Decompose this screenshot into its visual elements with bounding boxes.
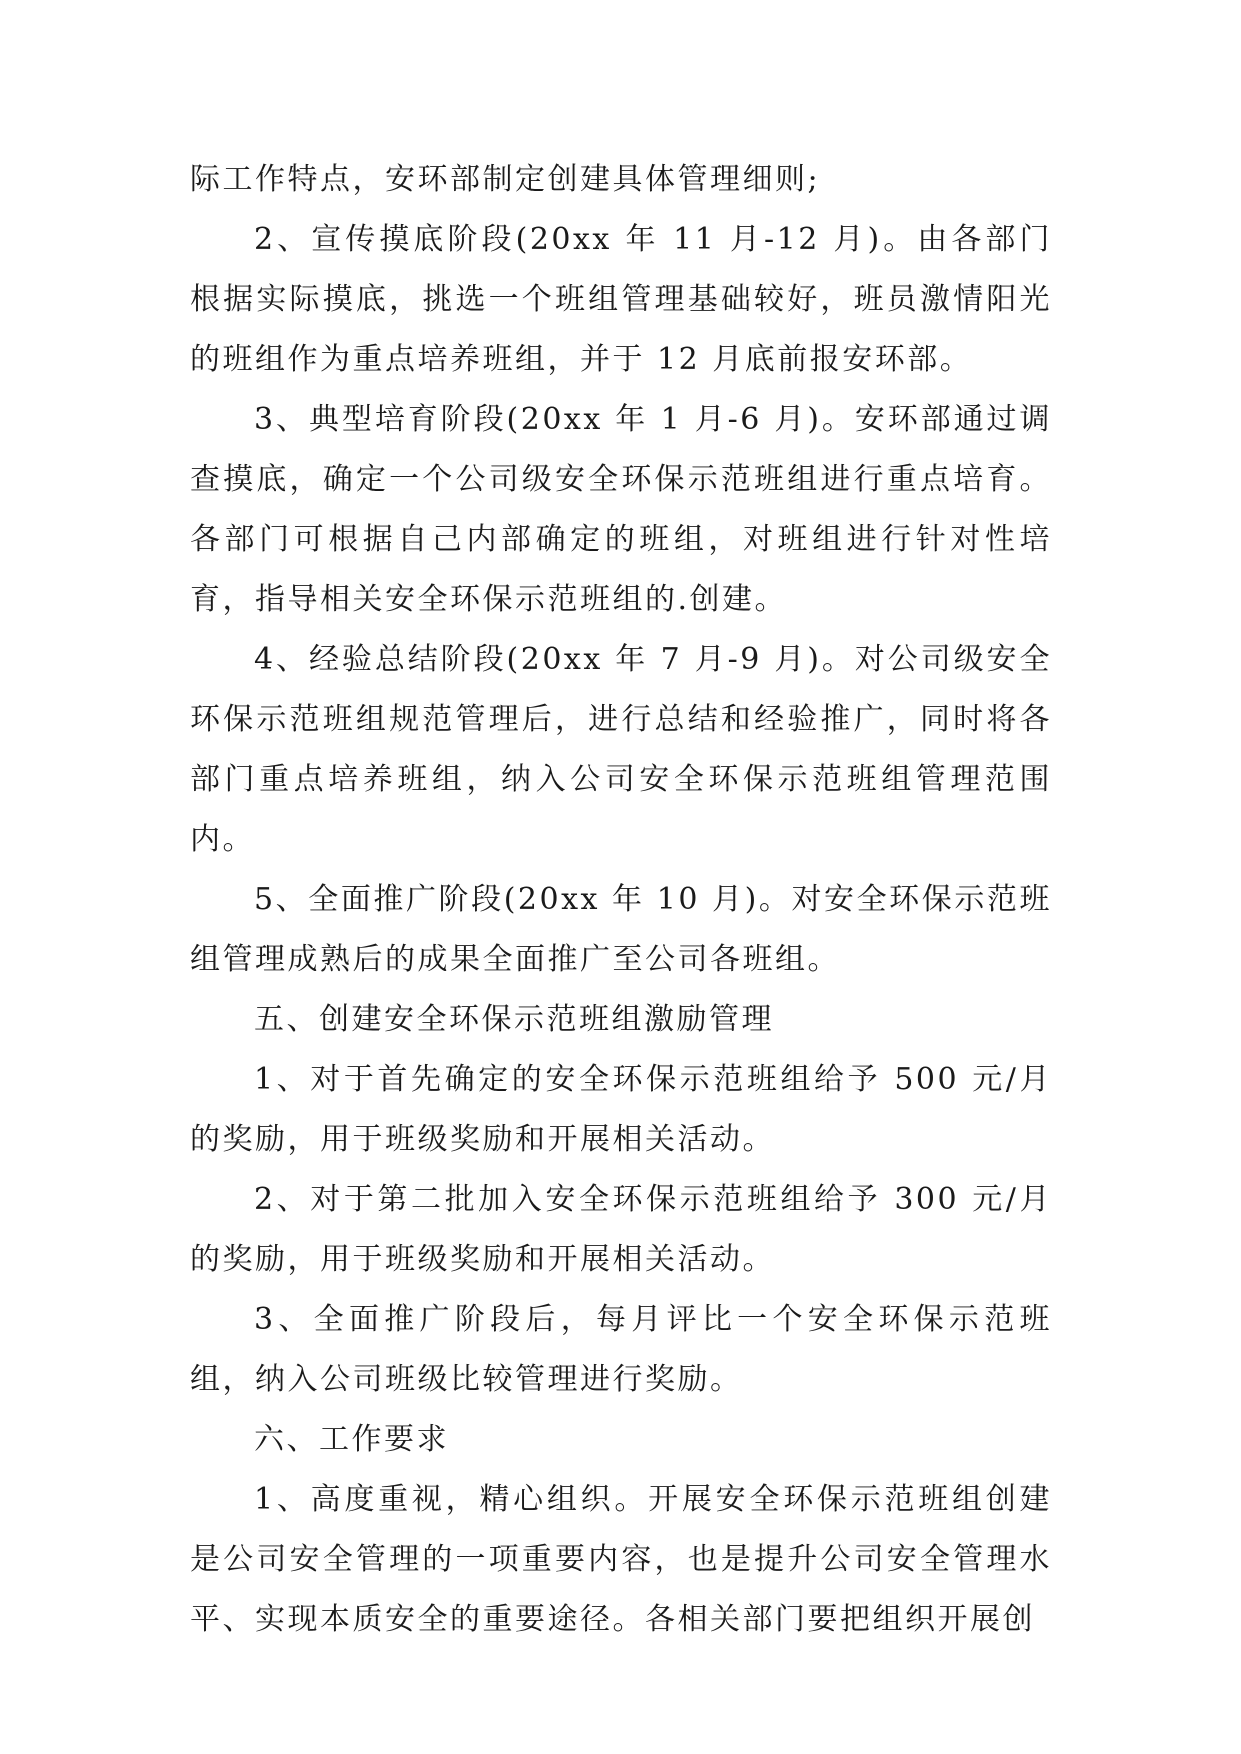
paragraph-incentive-2: 2、对于第二批加入安全环保示范班组给予 300 元/月的奖励，用于班级奖励和开展相关活动。 bbox=[190, 1182, 1052, 1277]
paragraph-stage-3-cultivation: 3、典型培育阶段(20xx 年 1 月-6 月)。安环部通过调查摸底，确定一个公司级安全环保示范班组进行重点培育。各部门可根据自己内部确定的班组，对班组进行针对性培育，指导相关安全环保示范班组的.创建。 bbox=[190, 402, 1052, 617]
paragraph-requirement-1: 1、高度重视，精心组织。开展安全环保示范班组创建是公司安全管理的一项重要内容，也是提升公司安全管理水平、实现本质安全的重要途径。各相关部门要把组织开展创 bbox=[190, 1482, 1052, 1637]
paragraph-incentive-3: 3、全面推广阶段后，每月评比一个安全环保示范班组，纳入公司班级比较管理进行奖励。 bbox=[190, 1302, 1052, 1397]
paragraph-incentive-1: 1、对于首先确定的安全环保示范班组给予 500 元/月的奖励，用于班级奖励和开展相关活动。 bbox=[190, 1062, 1052, 1157]
paragraph-stage-4-summary: 4、经验总结阶段(20xx 年 7 月-9 月)。对公司级安全环保示范班组规范管理后，进行总结和经验推广，同时将各部门重点培养班组，纳入公司安全环保示范班组管理范围内。 bbox=[190, 642, 1052, 857]
paragraph-stage-5-promotion: 5、全面推广阶段(20xx 年 10 月)。对安全环保示范班组管理成熟后的成果全面推广至公司各班组。 bbox=[190, 882, 1052, 977]
section-heading-incentives: 五、创建安全环保示范班组激励管理 bbox=[254, 1002, 774, 1037]
paragraph-continuation: 际工作特点，安环部制定创建具体管理细则; bbox=[190, 162, 821, 197]
document-body bbox=[190, 150, 1052, 1650]
section-heading-requirements: 六、工作要求 bbox=[254, 1422, 449, 1457]
paragraph-stage-2-publicity: 2、宣传摸底阶段(20xx 年 11 月-12 月)。由各部门根据实际摸底，挑选一个班组管理基础较好，班员激情阳光的班组作为重点培养班组，并于 12 月底前报安环部。 bbox=[190, 222, 1052, 377]
